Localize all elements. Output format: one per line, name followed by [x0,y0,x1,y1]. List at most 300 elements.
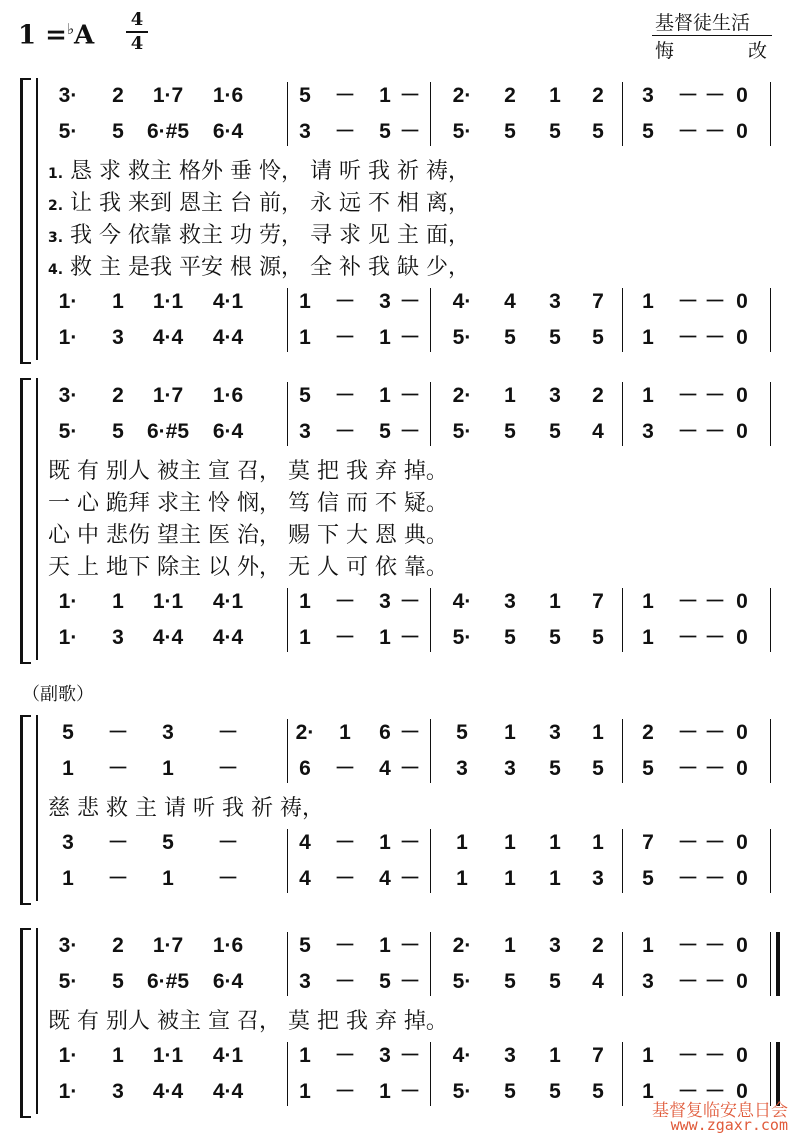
alto-note: － [334,420,356,443]
soprano-note: 1 [592,721,604,744]
soprano-note: 1 [549,84,561,107]
bass-note: 1· [58,326,78,349]
bass-note: 4 [379,867,391,890]
tenor-note: 4·1 [212,290,244,313]
soprano-note: － [704,721,726,744]
soprano-note: 1·6 [212,934,244,957]
bass-note: － [677,326,699,349]
tenor-note: 7 [592,590,604,613]
alto-note: 6·4 [212,420,244,443]
soprano-note: 2 [592,934,604,957]
bar-line [770,932,771,996]
alto-note: 6·4 [212,120,244,143]
bass-note: － [704,1080,726,1103]
bass-note: － [704,867,726,890]
bass-note: 1 [299,1080,311,1103]
bass-note: 4·4 [152,1080,184,1103]
soprano-note: 0 [736,934,748,957]
tenor-note: 1 [299,1044,311,1067]
bar-line [622,719,623,783]
system-brace [20,378,31,664]
tenor-note: 1 [112,590,124,613]
bass-note: 1 [379,326,391,349]
bass-note: － [107,867,129,890]
bar-line [430,829,431,893]
bass-note: 4 [299,867,311,890]
bass-note: 1 [162,867,174,890]
alto-note: 5 [112,420,124,443]
soprano-note: 5 [299,384,311,407]
alto-note: － [677,120,699,143]
bass-note: 5· [452,1080,472,1103]
alto-note: 5 [112,120,124,143]
alto-note: － [704,757,726,780]
lyric-text: 一 心 跪拜 求主 怜 悯， 笃 信 而 不 疑。 [48,491,448,516]
tenor-note: 4·1 [212,590,244,613]
soprano-note: 3 [642,84,654,107]
soprano-note: 2· [452,84,472,107]
tenor-note: 7 [592,290,604,313]
lyric-text: 既 有 别人 被主 宣 召， 莫 把 我 弃 掉。 [48,1009,448,1034]
tenor-note: － [399,831,421,854]
tenor-note: － [334,1044,356,1067]
soprano-note: 1·7 [152,384,184,407]
bar-line [770,382,771,446]
alto-note: － [334,120,356,143]
bass-note: － [677,626,699,649]
bar-line [430,382,431,446]
soprano-note: 3· [58,934,78,957]
alto-note: 4 [379,757,391,780]
alto-note: 5 [504,970,516,993]
alto-note: 5 [592,757,604,780]
tenor-note: 3 [549,290,561,313]
alto-note: 5 [504,420,516,443]
soprano-note: 1 [642,934,654,957]
alto-note: 5 [379,970,391,993]
tenor-note: 1 [549,1044,561,1067]
bass-note: 3 [112,326,124,349]
tenor-note: － [334,290,356,313]
soprano-note: － [677,934,699,957]
tenor-note: 1 [112,1044,124,1067]
bar-line [770,719,771,783]
bass-note: 0 [736,1080,748,1103]
soprano-note: － [399,934,421,957]
bass-note: － [217,867,239,890]
bar-line [770,82,771,146]
alto-note: 3 [299,120,311,143]
bar-line [287,588,288,652]
soprano-note: 2 [112,934,124,957]
alto-note: 0 [736,970,748,993]
verse-number: 1. [48,166,64,182]
soprano-note: － [399,84,421,107]
bass-note: 4·4 [212,1080,244,1103]
tenor-note: 1 [379,831,391,854]
alto-note: 5· [58,120,78,143]
soprano-note: 0 [736,384,748,407]
lyric-line [48,250,470,281]
final-bar-line [776,932,780,996]
bass-note: － [399,326,421,349]
lyric-text: 救 主 是我 平安 根 源， 全 补 我 缺 少， [63,255,470,280]
tenor-note: － [677,1044,699,1067]
revision-credit-1: 悔 [655,40,675,62]
bar-line [287,82,288,146]
watermark-text: 基督复临安息日会 [652,1101,788,1121]
soprano-note: － [704,384,726,407]
alto-note: 4 [592,970,604,993]
bass-note: － [399,626,421,649]
soprano-note: 3 [549,721,561,744]
bar-line [430,1042,431,1106]
alto-note: 5 [642,120,654,143]
lyric-text: 天 上 地下 除主 以 外， 无 人 可 依 靠。 [48,555,448,580]
tenor-note: － [399,590,421,613]
tenor-note: 5 [162,831,174,854]
tenor-note: 4·1 [212,1044,244,1067]
alto-note: － [677,757,699,780]
verse-number: 2. [48,198,64,214]
soprano-note: 1·6 [212,84,244,107]
lyric-line [48,186,470,217]
tenor-note: 1 [592,831,604,854]
alto-note: 3 [504,757,516,780]
alto-note: － [399,120,421,143]
alto-note: － [217,757,239,780]
soprano-note: 0 [736,84,748,107]
bass-note: 3 [592,867,604,890]
bass-note: 1· [58,626,78,649]
tenor-note: － [334,831,356,854]
lyric-text: 慈 悲 救 主 请 听 我 祈 祷， [48,796,324,821]
tenor-note: － [217,831,239,854]
alto-note: － [399,420,421,443]
soprano-note: － [107,721,129,744]
soprano-note: － [677,84,699,107]
soprano-note: 3· [58,384,78,407]
alto-note: 6 [299,757,311,780]
tenor-note: 4 [299,831,311,854]
soprano-note: － [217,721,239,744]
bar-line [430,932,431,996]
alto-note: 5 [379,420,391,443]
tenor-note: － [704,590,726,613]
bar-line [622,588,623,652]
alto-note: 5· [452,970,472,993]
lyric-line [48,486,448,517]
tenor-note: 1 [299,590,311,613]
lyric-line [48,154,470,185]
bass-note: 0 [736,326,748,349]
tenor-note: － [704,1044,726,1067]
alto-note: － [399,757,421,780]
tenor-note: － [704,290,726,313]
bar-line [622,288,623,352]
bass-note: 5 [592,1080,604,1103]
soprano-note: 2· [452,384,472,407]
alto-note: 5 [549,757,561,780]
tenor-note: 0 [736,590,748,613]
soprano-note: 2 [592,384,604,407]
tenor-note: 0 [736,1044,748,1067]
alto-note: 5 [504,120,516,143]
bass-note: 1 [504,867,516,890]
tenor-note: 0 [736,290,748,313]
bass-note: 4·4 [152,326,184,349]
alto-note: 6·#5 [146,120,190,143]
alto-note: 5 [549,970,561,993]
alto-note: 5 [642,757,654,780]
bar-line [287,1042,288,1106]
soprano-note: 5 [299,84,311,107]
tenor-note: 4· [452,290,472,313]
bar-line [622,932,623,996]
soprano-note: 1 [379,384,391,407]
tenor-note: 1 [112,290,124,313]
bass-note: 5 [549,626,561,649]
soprano-note: 1 [504,384,516,407]
soprano-note: － [677,384,699,407]
lyric-text: 心 中 悲伤 望主 医 治， 赐 下 大 恩 典。 [48,523,448,548]
alto-note: 6·#5 [146,970,190,993]
soprano-note: 5 [299,934,311,957]
system-brace [20,78,31,364]
tenor-note: 4· [452,1044,472,1067]
bass-note: 1 [62,867,74,890]
bar-line [770,288,771,352]
alto-note: 1 [162,757,174,780]
tenor-note: 1·1 [152,590,184,613]
soprano-note: 0 [736,721,748,744]
tenor-note: 3 [379,290,391,313]
soprano-note: 1 [379,934,391,957]
lyric-text: 让 我 来到 恩主 台 前， 永 远 不 相 离， [63,191,470,216]
bass-note: 1 [642,1080,654,1103]
soprano-note: 1·6 [212,384,244,407]
bass-note: 5· [452,326,472,349]
bass-note: － [677,1080,699,1103]
soprano-note: 2 [504,84,516,107]
alto-note: 5 [549,420,561,443]
soprano-note: 3 [549,384,561,407]
bass-note: 5· [452,626,472,649]
system-start-line [36,928,38,1114]
soprano-note: － [704,934,726,957]
bar-line [287,932,288,996]
bass-note: 1· [58,1080,78,1103]
bass-note: 1 [642,626,654,649]
verse-number: 4. [48,262,64,278]
bass-note: 1 [299,326,311,349]
alto-note: 5 [592,120,604,143]
tenor-note: － [399,290,421,313]
bass-note: － [704,326,726,349]
tenor-note: 0 [736,831,748,854]
alto-note: 5· [58,420,78,443]
tenor-note: 1·1 [152,1044,184,1067]
bass-note: 1 [642,326,654,349]
lyric-text: 我 今 依靠 救主 功 劳， 寻 求 见 主 面， [63,223,470,248]
alto-note: 6·#5 [146,420,190,443]
bass-note: 5 [504,626,516,649]
bass-note: 1 [379,626,391,649]
bar-line [430,288,431,352]
bar-line [287,288,288,352]
bar-line [770,829,771,893]
time-signature: 4 4 [126,10,148,54]
bass-note: 4·4 [212,626,244,649]
bass-note: － [704,626,726,649]
alto-note: 3 [299,420,311,443]
alto-note: － [334,970,356,993]
tenor-note: 1·1 [152,290,184,313]
bass-note: 3 [112,626,124,649]
alto-note: 5· [452,120,472,143]
soprano-note: 2 [112,84,124,107]
soprano-note: 1 [504,721,516,744]
bass-note: 4·4 [152,626,184,649]
bass-note: 0 [736,867,748,890]
bar-line [287,719,288,783]
bass-note: － [399,867,421,890]
system-start-line [36,78,38,360]
soprano-note: 3· [58,84,78,107]
tenor-note: 1 [456,831,468,854]
bar-line [430,82,431,146]
alto-note: － [399,970,421,993]
bass-note: － [677,867,699,890]
alto-note: 5 [112,970,124,993]
bar-line [622,1042,623,1106]
alto-note: 5 [379,120,391,143]
soprano-note: － [399,384,421,407]
soprano-note: 1·7 [152,934,184,957]
alto-note: － [107,757,129,780]
tenor-note: 3 [62,831,74,854]
system-brace [20,928,31,1118]
soprano-note: 3 [549,934,561,957]
bass-note: 1 [379,1080,391,1103]
tenor-note: 3 [504,1044,516,1067]
tenor-note: 1 [549,831,561,854]
tenor-note: 3 [379,590,391,613]
alto-note: 5· [452,420,472,443]
soprano-note: 6 [379,721,391,744]
bass-note: － [334,867,356,890]
alto-note: 1 [62,757,74,780]
alto-note: 3 [642,420,654,443]
bar-line [622,82,623,146]
soprano-note: 2 [112,384,124,407]
bass-note: 5 [504,1080,516,1103]
soprano-note: 1 [379,84,391,107]
bar-line [430,719,431,783]
alto-note: 6·4 [212,970,244,993]
alto-note: － [677,420,699,443]
lyric-line [48,1004,448,1035]
bass-note: 5 [592,626,604,649]
tenor-note: 4· [452,590,472,613]
soprano-note: 1 [339,721,351,744]
bass-note: 5 [592,326,604,349]
tenor-note: 1 [642,290,654,313]
alto-note: － [704,120,726,143]
soprano-note: 2 [642,721,654,744]
bar-line [770,588,771,652]
system-brace [20,715,31,905]
tenor-note: － [107,831,129,854]
bar-line [622,382,623,446]
alto-note: － [704,970,726,993]
tenor-note: 1· [58,1044,78,1067]
soprano-note: 1 [504,934,516,957]
tenor-note: － [704,831,726,854]
bass-note: 5 [504,326,516,349]
bar-line [287,829,288,893]
tenor-note: 1 [642,590,654,613]
soprano-note: 2· [295,721,315,744]
lyric-text: 既 有 别人 被主 宣 召， 莫 把 我 弃 掉。 [48,459,448,484]
tenor-note: 7 [592,1044,604,1067]
alto-note: 3 [456,757,468,780]
soprano-note: 1·7 [152,84,184,107]
bass-note: 1 [456,867,468,890]
watermark-url: www.zgaxr.com [670,1116,788,1134]
tenor-note: 1 [549,590,561,613]
key-signature: 1 =♭A [18,20,95,51]
soprano-note: 3 [162,721,174,744]
alto-note: 3 [642,970,654,993]
soprano-note: 5 [62,721,74,744]
soprano-note: － [399,721,421,744]
alto-note: 3 [299,970,311,993]
tenor-note: 1 [504,831,516,854]
soprano-note: 5 [456,721,468,744]
system-start-line [36,715,38,901]
soprano-note: － [704,84,726,107]
bass-note: 1 [549,867,561,890]
soprano-note: － [677,721,699,744]
soprano-note: 1 [642,384,654,407]
lyric-line [48,218,470,249]
alto-note: 5 [549,120,561,143]
bass-note: 1 [299,626,311,649]
alto-note: － [334,757,356,780]
tenor-note: 1· [58,290,78,313]
tenor-note: 3 [379,1044,391,1067]
soprano-note: － [334,934,356,957]
bass-note: 5 [549,326,561,349]
tenor-note: 7 [642,831,654,854]
tenor-note: 4 [504,290,516,313]
bar-line [622,829,623,893]
bass-note: － [399,1080,421,1103]
tenor-note: － [334,590,356,613]
bass-note: 5 [549,1080,561,1103]
tenor-note: － [677,831,699,854]
lyric-line [48,454,448,485]
tenor-note: 1 [642,1044,654,1067]
bass-note: － [334,326,356,349]
source-credit: 基督徒生活 [655,12,751,34]
bass-note: － [334,626,356,649]
bass-note: － [334,1080,356,1103]
alto-note: － [677,970,699,993]
refrain-label: （副歌） [22,684,94,705]
bass-note: 4·4 [212,326,244,349]
